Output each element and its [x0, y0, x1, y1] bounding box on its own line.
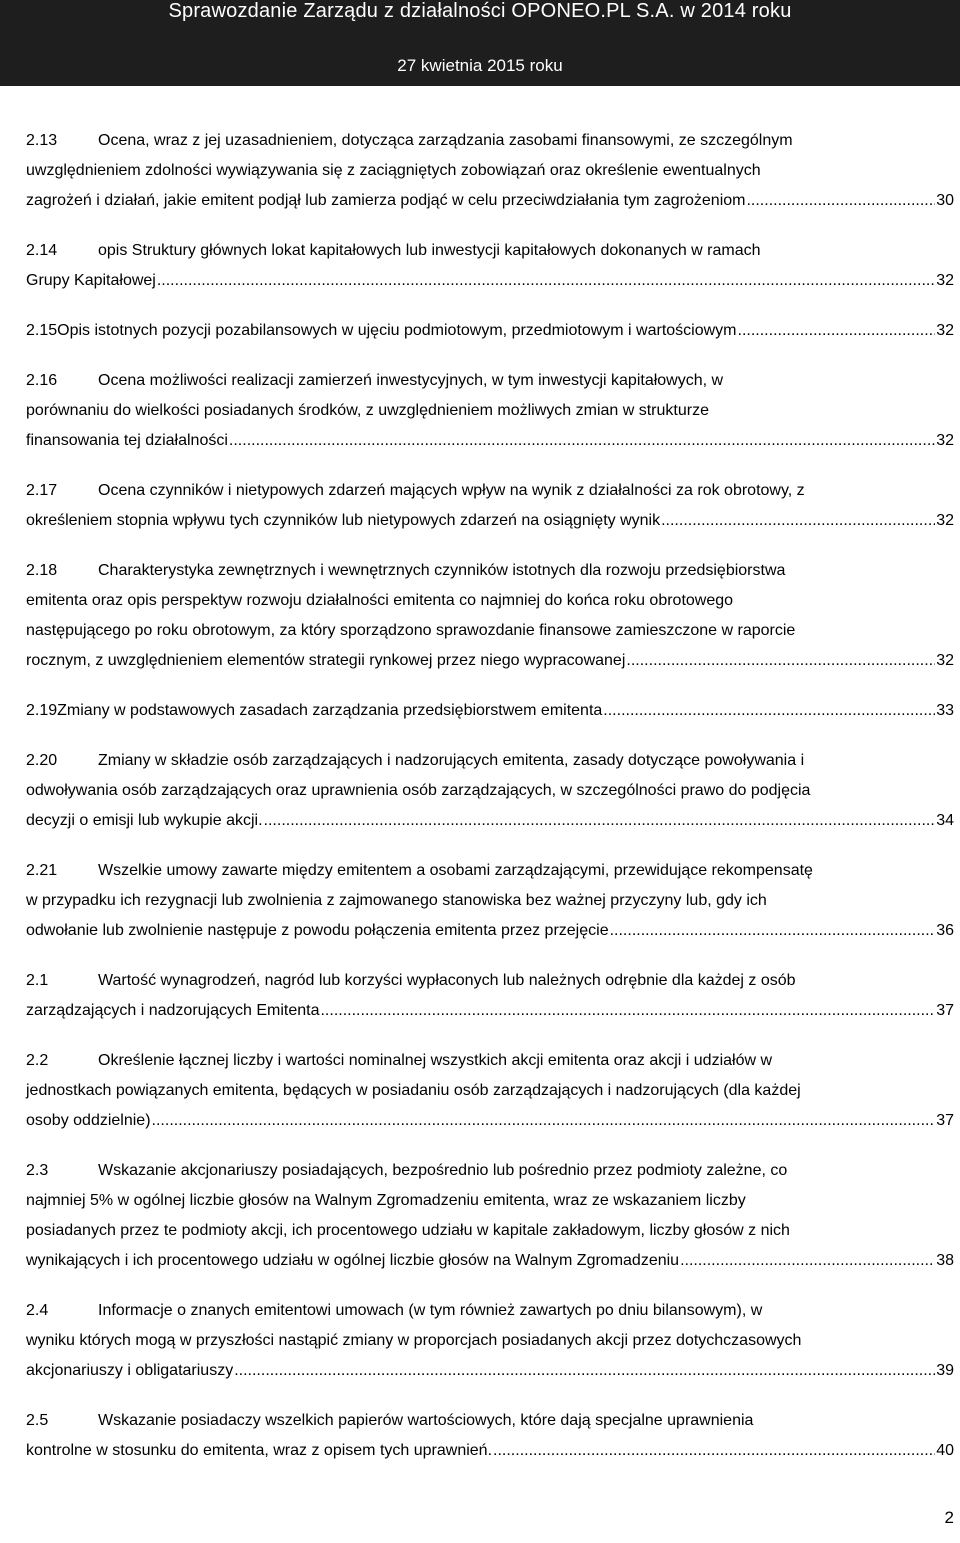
- toc-entry-line: [26, 1156, 954, 1186]
- toc-entry-title: posiadanych przez te podmioty akcji, ich procentowego udziału w kapitale zakładowym, liczby głosów z nich: [26, 1222, 790, 1239]
- toc-entry-title: Zmiany w składzie osób zarządzających i nadzorujących emitenta, zasady dotyczące powoływania i: [98, 752, 805, 769]
- toc-entry-number: 2.16: [26, 372, 58, 389]
- toc-entry[interactable]: [26, 1156, 954, 1276]
- toc-entry-line: [26, 156, 954, 186]
- toc-entry-title: Wskazanie akcjonariuszy posiadających, bezpośrednio lub pośrednio przez podmioty zależne, co: [98, 1162, 788, 1179]
- toc-entry-title: zagrożeń i działań, jakie emitent podjął lub zamierza podjąć w celu przeciwdziałania tym zagrożeniom: [26, 192, 746, 209]
- toc-entry-line: [26, 746, 954, 776]
- toc-entry-number: 2.19: [26, 702, 58, 719]
- toc-entry-title: wynikających i ich procentowego udziału w ogólnej liczbie głosów na Walnym Zgromadzeniu: [26, 1252, 680, 1269]
- toc-entry[interactable]: [26, 1046, 954, 1136]
- toc-entry-title: akcjonariuszy i obligatariuszy: [26, 1362, 234, 1379]
- toc-entry-title: Wszelkie umowy zawarte między emitentem a osobami zarządzającymi, przewidujące rekompensatę: [98, 862, 813, 879]
- toc-entry-title: odwołanie lub zwolnienie następuje z powodu połączenia emitenta przez przejęcie: [26, 922, 609, 939]
- toc-entry[interactable]: [26, 236, 954, 296]
- toc-entry-title: decyzji o emisji lub wykupie akcji.: [26, 812, 263, 829]
- toc-entry-page: 32: [936, 652, 954, 669]
- toc-entry-page: 33: [936, 702, 954, 719]
- toc-entry-line: [26, 1216, 954, 1246]
- dot-leader: [320, 996, 935, 1026]
- dot-leader: [157, 266, 935, 296]
- toc-entry-line: [26, 856, 954, 886]
- toc-entry[interactable]: [26, 316, 954, 346]
- toc-entry-title: Opis istotnych pozycji pozabilansowych w ujęciu podmiotowym, przedmiotowym i wartościowym: [57, 322, 737, 339]
- dot-leader: [152, 1106, 936, 1136]
- toc-entry-title: finansowania tej działalności: [26, 432, 228, 449]
- toc-entry-title: Grupy Kapitałowej: [26, 272, 156, 289]
- toc-entry-line: [26, 616, 954, 646]
- toc-entry-last-line: [26, 696, 954, 726]
- toc-entry-line: [26, 126, 954, 156]
- toc-entry-title: odwoływania osób zarządzających oraz uprawnienia osób zarządzających, w szczególności prawo do podjęcia: [26, 782, 811, 799]
- toc-entry-line: [26, 236, 954, 266]
- toc-entry-number: 2.13: [26, 132, 58, 149]
- toc-entry-page: 32: [936, 512, 954, 529]
- toc-entry-last-line: [26, 266, 954, 296]
- dot-leader: [229, 426, 935, 456]
- document-title: Sprawozdanie Zarządu z działalności OPONEO.PL S.A. w 2014 roku: [168, 0, 792, 22]
- toc-entry-title: Charakterystyka zewnętrznych i wewnętrznych czynników istotnych dla rozwoju przedsiębiorstwa: [98, 562, 786, 579]
- dot-leader: [746, 186, 935, 216]
- toc-entry-number: 2.1: [26, 972, 49, 989]
- toc-entry-title: następującego po roku obrotowym, za który sporządzono sprawozdanie finansowe zamieszczone w raporcie: [26, 622, 796, 639]
- toc-entry-last-line: [26, 646, 954, 676]
- toc-entry-line: [26, 1406, 954, 1436]
- toc-entry-number: 2.14: [26, 242, 58, 259]
- toc-entry-page: 32: [936, 322, 954, 339]
- toc-entry-line: [26, 1046, 954, 1076]
- toc-entry[interactable]: [26, 556, 954, 676]
- toc-entry[interactable]: [26, 856, 954, 946]
- toc-entry[interactable]: [26, 366, 954, 456]
- toc-entry-title: jednostkach powiązanych emitenta, będących w posiadaniu osób zarządzających i nadzorujących (dla każdej: [26, 1082, 801, 1099]
- toc-entry-title: Wskazanie posiadaczy wszelkich papierów wartościowych, które dają specjalne uprawnienia: [98, 1412, 754, 1429]
- toc-entry[interactable]: [26, 476, 954, 536]
- dot-leader: [661, 506, 935, 536]
- toc-entry-number: 2.20: [26, 752, 58, 769]
- toc-entry-line: [26, 776, 954, 806]
- dot-leader: [234, 1356, 935, 1386]
- toc-entry-line: [26, 476, 954, 506]
- toc-entry-page: 32: [936, 272, 954, 289]
- toc-entry-number: 2.2: [26, 1052, 49, 1069]
- toc-entry-title: Ocena możliwości realizacji zamierzeń inwestycyjnych, w tym inwestycji kapitałowych, w: [98, 372, 724, 389]
- toc-entry-page: 32: [936, 432, 954, 449]
- toc-entry[interactable]: [26, 696, 954, 726]
- toc-entry-last-line: [26, 506, 954, 536]
- toc-entry-title: wyniku których mogą w przyszłości nastąpić zmiany w proporcjach posiadanych akcji przez dotychczasowych: [26, 1332, 802, 1349]
- toc-entry-last-line: [26, 1436, 954, 1466]
- toc-entry-line: [26, 556, 954, 586]
- toc-entry-page: 39: [936, 1362, 954, 1379]
- toc-entry-line: [26, 1296, 954, 1326]
- toc-entry[interactable]: [26, 1296, 954, 1386]
- table-of-contents: [26, 126, 954, 1486]
- dot-leader: [264, 806, 936, 836]
- toc-entry-title: opis Struktury głównych lokat kapitałowych lub inwestycji kapitałowych dokonanych w ramach: [98, 242, 761, 259]
- dot-leader: [626, 646, 935, 676]
- toc-entry-page: 36: [936, 922, 954, 939]
- toc-entry-line: [26, 966, 954, 996]
- toc-entry[interactable]: [26, 1406, 954, 1466]
- toc-entry-last-line: [26, 316, 954, 346]
- toc-entry-number: 2.18: [26, 562, 58, 579]
- toc-entry-title: Informacje o znanych emitentowi umowach (w tym również zawartych po dniu bilansowym), w: [98, 1302, 763, 1319]
- toc-entry-last-line: [26, 186, 954, 216]
- toc-entry-page: 38: [936, 1252, 954, 1269]
- dot-leader: [738, 316, 936, 346]
- toc-entry-title: kontrolne w stosunku do emitenta, wraz z opisem tych uprawnień.: [26, 1442, 493, 1459]
- toc-entry-line: [26, 886, 954, 916]
- document-date: 27 kwietnia 2015 roku: [397, 56, 563, 75]
- toc-entry-title: rocznym, z uwzględnieniem elementów strategii rynkowej przez niego wypracowanej: [26, 652, 626, 669]
- toc-entry-number: 2.21: [26, 862, 58, 879]
- toc-entry-title: określeniem stopnia wpływu tych czynników lub nietypowych zdarzeń na osiągnięty wynik: [26, 512, 661, 529]
- toc-entry-last-line: [26, 996, 954, 1026]
- toc-entry-last-line: [26, 1356, 954, 1386]
- toc-entry-line: [26, 586, 954, 616]
- toc-entry-title: emitenta oraz opis perspektyw rozwoju działalności emitenta co najmniej do końca roku obrotowego: [26, 592, 734, 609]
- toc-entry-page: 37: [936, 1112, 954, 1129]
- toc-entry-title: najmniej 5% w ogólnej liczbie głosów na Walnym Zgromadzeniu emitenta, wraz ze wskazaniem liczby: [26, 1192, 746, 1209]
- dot-leader: [680, 1246, 935, 1276]
- dot-leader: [603, 696, 935, 726]
- toc-entry-title: Zmiany w podstawowych zasadach zarządzania przedsiębiorstwem emitenta: [57, 702, 603, 719]
- toc-entry-last-line: [26, 806, 954, 836]
- toc-entry-number: 2.5: [26, 1412, 49, 1429]
- page-header: [0, 0, 960, 86]
- toc-entry-line: [26, 1326, 954, 1356]
- toc-entry-last-line: [26, 426, 954, 456]
- toc-entry-line: [26, 366, 954, 396]
- toc-entry-number: 2.15: [26, 322, 58, 339]
- dot-leader: [493, 1436, 935, 1466]
- dot-leader: [610, 916, 936, 946]
- page-number: 2: [944, 1508, 954, 1527]
- toc-entry-page: 37: [936, 1002, 954, 1019]
- toc-entry-title: Wartość wynagrodzeń, nagród lub korzyści wypłaconych lub należnych odrębnie dla każdej z osób: [98, 972, 796, 989]
- toc-entry-last-line: [26, 1246, 954, 1276]
- toc-entry-number: 2.4: [26, 1302, 49, 1319]
- toc-entry-title: zarządzających i nadzorujących Emitenta: [26, 1002, 320, 1019]
- toc-entry-line: [26, 1186, 954, 1216]
- toc-entry-line: [26, 396, 954, 426]
- toc-entry-page: 30: [936, 192, 954, 209]
- toc-entry-title: uwzględnieniem zdolności wywiązywania się z zaciągniętych zobowiązań oraz określenie ewentualnych: [26, 162, 761, 179]
- toc-entry[interactable]: [26, 126, 954, 216]
- toc-entry-page: 34: [936, 812, 954, 829]
- toc-entry-page: 40: [936, 1442, 954, 1459]
- toc-entry-last-line: [26, 916, 954, 946]
- toc-entry-title: Ocena, wraz z jej uzasadnieniem, dotycząca zarządzania zasobami finansowymi, ze szczególnym: [98, 132, 793, 149]
- toc-entry-title: porównaniu do wielkości posiadanych środków, z uwzględnieniem możliwych zmian w strukturze: [26, 402, 709, 419]
- toc-entry-title: Określenie łącznej liczby i wartości nominalnej wszystkich akcji emitenta oraz akcji i udziałów w: [98, 1052, 773, 1069]
- toc-entry-title: osoby oddzielnie): [26, 1112, 151, 1129]
- toc-entry-number: 2.17: [26, 482, 58, 499]
- toc-entry-title: Ocena czynników i nietypowych zdarzeń mających wpływ na wynik z działalności za rok obrotowy, z: [98, 482, 805, 499]
- toc-entry-line: [26, 1076, 954, 1106]
- toc-entry-number: 2.3: [26, 1162, 49, 1179]
- toc-entry[interactable]: [26, 966, 954, 1026]
- toc-entry-title: w przypadku ich rezygnacji lub zwolnienia z zajmowanego stanowiska bez ważnej przyczyny lub, gdy ich: [26, 892, 767, 909]
- toc-entry-last-line: [26, 1106, 954, 1136]
- toc-entry[interactable]: [26, 746, 954, 836]
